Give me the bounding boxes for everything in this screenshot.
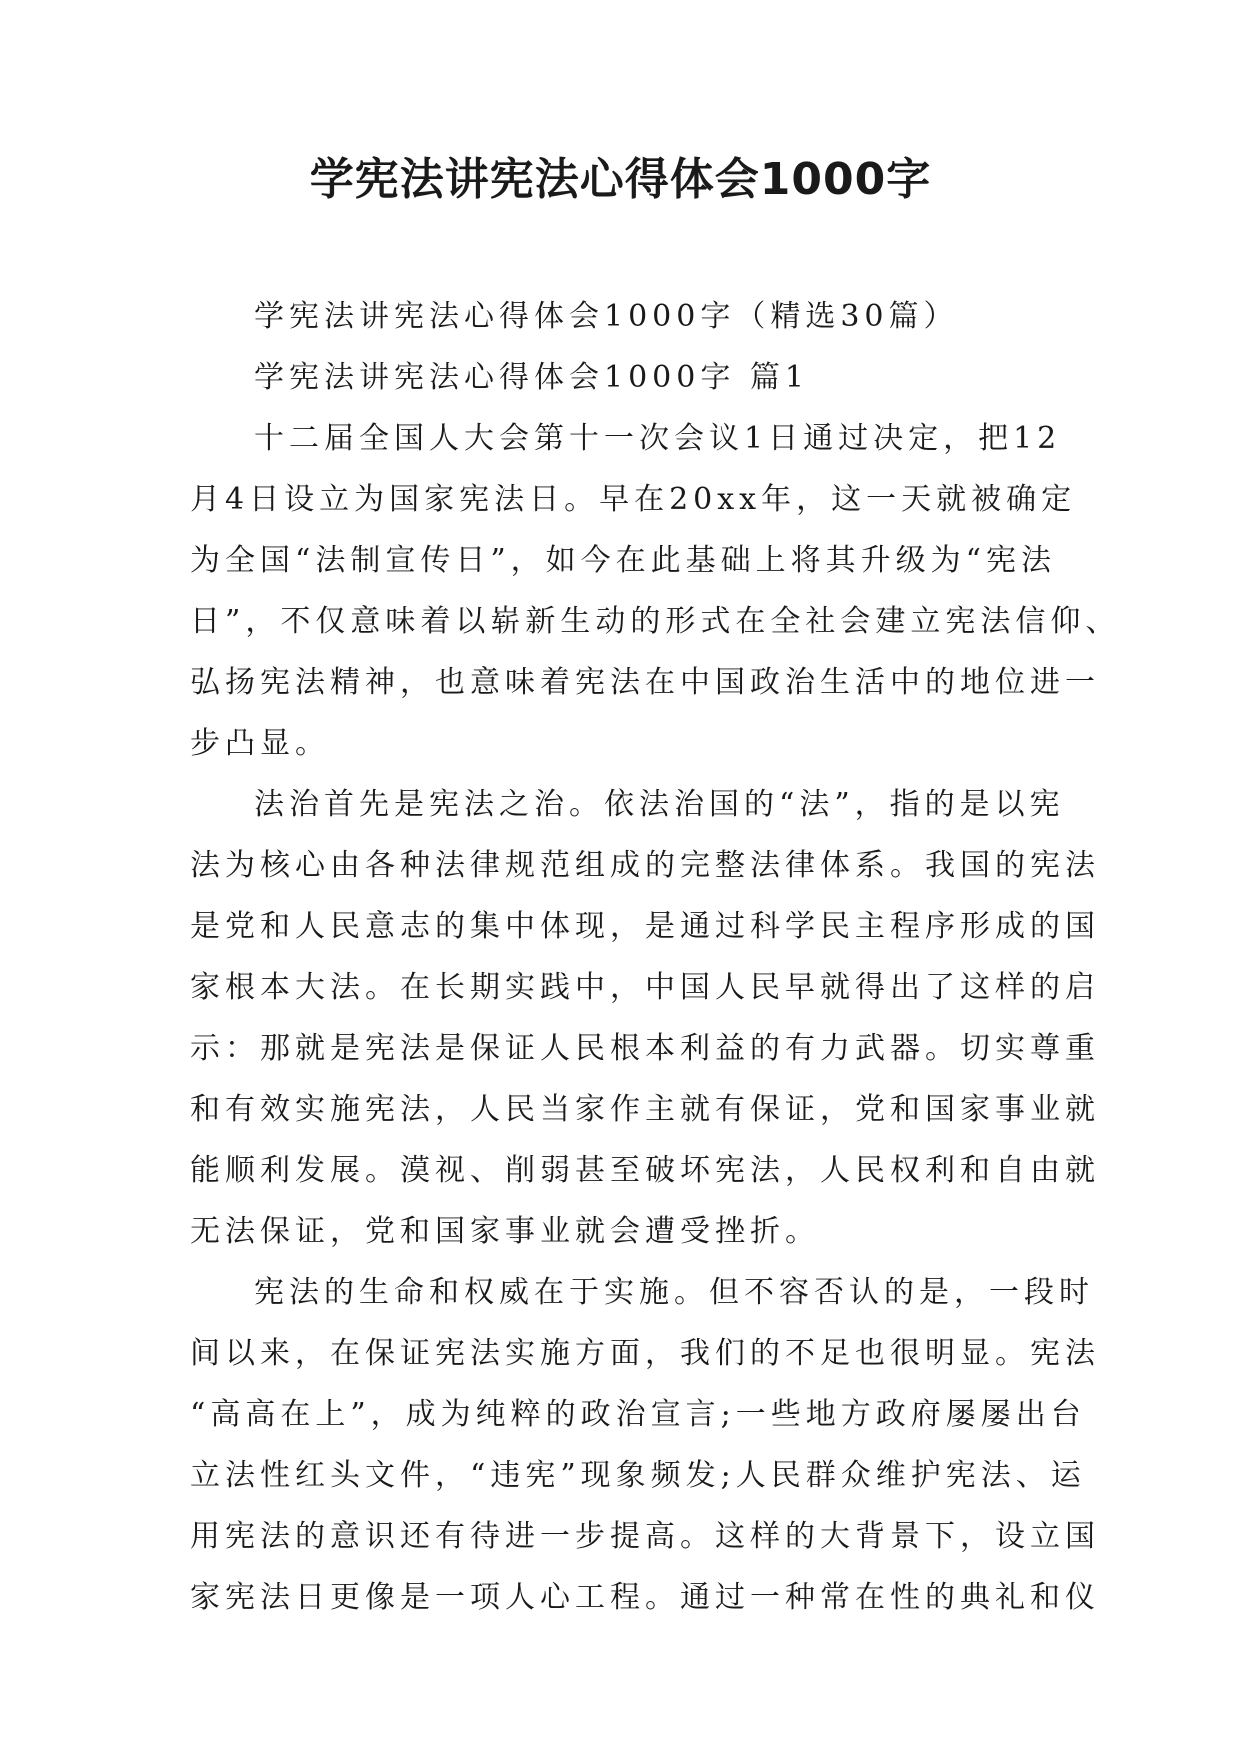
document-title: 学宪法讲宪法心得体会1000字 <box>309 154 932 205</box>
text-line: 步凸显。 <box>190 726 330 761</box>
text-line: 学宪法讲宪法心得体会1000字 篇1 <box>254 360 809 395</box>
text-line: 宪法的生命和权威在于实施。但不容否认的是，一段时 <box>254 1275 1094 1310</box>
text-line: 间以来，在保证宪法实施方面，我们的不足也很明显。宪法 <box>190 1336 1100 1371</box>
text-line: 能顺利发展。漠视、削弱甚至破坏宪法，人民权利和自由就 <box>190 1153 1100 1188</box>
text-line: 和有效实施宪法，人民当家作主就有保证，党和国家事业就 <box>190 1092 1100 1127</box>
text-line: 学宪法讲宪法心得体会1000字（精选30篇） <box>254 299 959 334</box>
text-line: 弘扬宪法精神，也意味着宪法在中国政治生活中的地位进一 <box>190 665 1100 700</box>
text-line: 十二届全国人大会第十一次会议1日通过决定，把12 <box>254 421 1062 456</box>
text-line: 法治首先是宪法之治。依法治国的“法”，指的是以宪 <box>254 787 1065 822</box>
text-line: 无法保证，党和国家事业就会遭受挫折。 <box>190 1214 820 1249</box>
text-line: 是党和人民意志的集中体现，是通过科学民主程序形成的国 <box>190 909 1100 944</box>
text-line: 家根本大法。在长期实践中，中国人民早就得出了这样的启 <box>190 970 1100 1005</box>
text-line: 用宪法的意识还有待进一步提高。这样的大背景下，设立国 <box>190 1519 1100 1554</box>
document-body <box>190 286 1121 1628</box>
text-line: 家宪法日更像是一项人心工程。通过一种常在性的典礼和仪 <box>190 1580 1100 1615</box>
text-line: 立法性红头文件，“违宪”现象频发;人民群众维护宪法、运 <box>190 1458 1086 1493</box>
text-line: 示：那就是宪法是保证人民根本利益的有力武器。切实尊重 <box>190 1031 1100 1066</box>
text-line: 法为核心由各种法律规范组成的完整法律体系。我国的宪法 <box>190 848 1100 883</box>
text-line: 月4日设立为国家宪法日。早在20xx年，这一天就被确定 <box>190 482 1077 517</box>
text-line: 为全国“法制宣传日”，如今在此基础上将其升级为“宪法 <box>190 543 1057 578</box>
text-line: 日”，不仅意味着以崭新生动的形式在全社会建立宪法信仰、 <box>190 604 1121 639</box>
text-line: “高高在上”，成为纯粹的政治宣言;一些地方政府屡屡出台 <box>190 1397 1086 1432</box>
